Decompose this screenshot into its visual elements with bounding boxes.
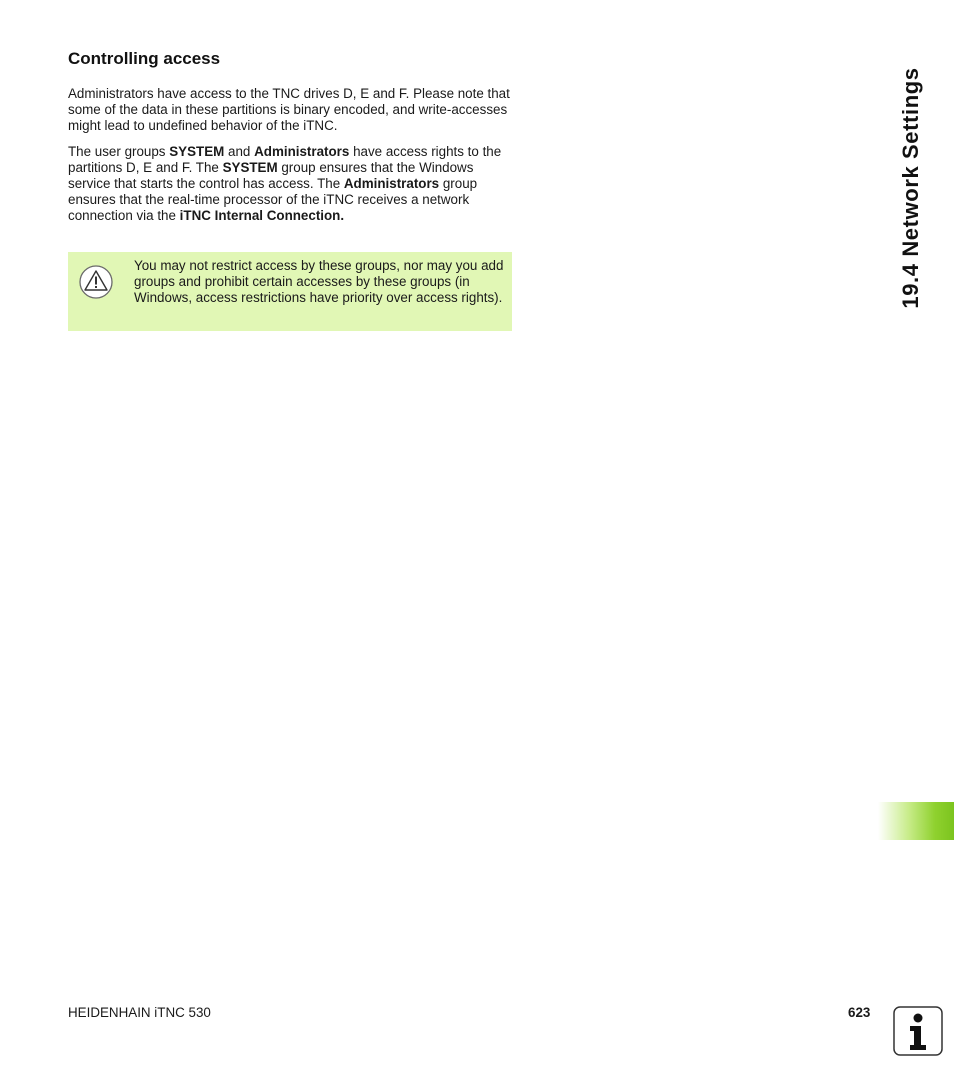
emphasis-administrators: Administrators (254, 144, 350, 159)
paragraph-text: The user groups (68, 144, 170, 159)
paragraph-text: have access rights to the partitions D, E and F. The (68, 144, 502, 175)
info-icon (893, 1006, 943, 1056)
emphasis-system: SYSTEM (222, 160, 278, 175)
paragraph-text: group ensures that the real-time processor of the iTNC receives a network connection via the (68, 176, 478, 223)
paragraph-drive-access: Administrators have access to the TNC drives D, E and F. Please note that some of the data in these partitions is binary encoded, and write-accesses might lead to undefined behavior of the iTNC. (68, 86, 510, 133)
footer-product-name: HEIDENHAIN iTNC 530 (68, 1005, 211, 1020)
emphasis-system: SYSTEM (169, 144, 225, 159)
warning-triangle-icon (79, 265, 113, 299)
paragraph-text: and (224, 144, 255, 159)
paragraph-text: group ensures that the Windows service that starts the control has access. The (68, 160, 474, 191)
paragraph-user-groups (68, 144, 514, 224)
emphasis-internal-connection: iTNC Internal Connection. (179, 208, 345, 223)
page-number: 623 (848, 1005, 871, 1020)
chapter-tab (878, 802, 954, 840)
emphasis-administrators: Administrators (343, 176, 440, 191)
warning-note-text: You may not restrict access by these groups, nor may you add groups and prohibit certain accesses by these groups (in Windows, access restrictions have priority over access rights). (134, 258, 504, 305)
section-side-title: 19.4 Network Settings (898, 67, 923, 309)
warning-note-box (68, 252, 512, 331)
section-heading: Controlling access (68, 49, 221, 68)
